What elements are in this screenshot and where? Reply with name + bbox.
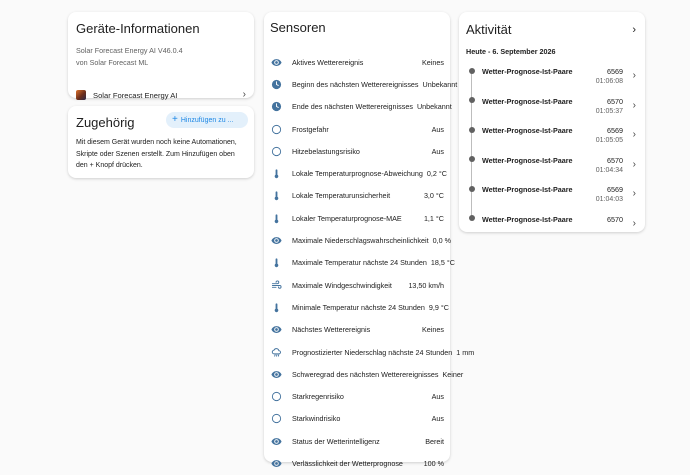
sensor-value: 18,5 °C [430,258,455,268]
sensor-value: Aus [431,392,444,402]
sensor-name: Frostgefahr [292,124,329,134]
eye-icon [271,436,282,447]
sensor-value: Bereit [425,436,444,446]
device-manufacturer: von Solar Forecast ML [76,58,149,67]
activity-entry-value: 6569 [607,67,623,76]
sensor-row[interactable] [264,162,450,184]
timeline-dot-icon [469,186,475,192]
cloud-rain-icon [271,347,282,358]
integration-link-label: Solar Forecast Energy AI [93,90,178,100]
sensor-row[interactable] [264,51,450,73]
activity-entry-name: Wetter-Prognose-Ist-Paare [482,214,573,224]
chevron-right-icon[interactable]: › [632,70,636,81]
sensor-value: 9,9 °C [428,302,449,312]
sensor-value: 13,50 km/h [408,280,444,290]
activity-entry[interactable] [459,94,645,124]
circle-icon [271,413,282,424]
sensor-name: Hitzebelastungsrisiko [292,146,360,156]
sensors-title: Sensoren [270,20,326,35]
sensor-row[interactable] [264,274,450,296]
activity-entry-value: 6570 [607,214,623,224]
activity-entry[interactable] [459,123,645,153]
device-model: Solar Forecast Energy AI V46.0.4 [76,46,183,55]
eye-icon [271,369,282,380]
sensor-name: Aktives Wetterereignis [292,57,364,67]
sensors-card [264,12,475,468]
timeline-dot-icon [469,215,475,221]
circle-icon [271,146,282,157]
activity-entry-name: Wetter-Prognose-Ist-Paare [482,126,573,135]
circle-icon [271,124,282,135]
sensor-name: Lokale Temperaturprognose-Abweichung [292,169,423,179]
sensor-row[interactable] [264,385,450,407]
sensor-name: Ende des nächsten Wetterereignisses [292,102,413,112]
sensor-value: Aus [431,146,444,156]
clock-icon [271,101,282,112]
sensor-name: Maximale Windgeschwindigkeit [292,280,392,290]
thermometer-icon [271,190,282,201]
circle-icon [271,391,282,402]
sensor-row[interactable] [264,73,458,95]
activity-entry[interactable] [459,182,645,212]
activity-entry-name: Wetter-Prognose-Ist-Paare [482,67,573,76]
eye-icon [271,57,282,68]
timeline-dot-icon [469,127,475,133]
sensor-name: Beginn des nächsten Wetterereignisses [292,79,419,89]
sensor-value: 1,1 °C [423,213,444,223]
wind-icon [271,280,282,291]
sensor-name: Minimale Temperatur nächste 24 Stunden [292,302,425,312]
activity-open-chevron-icon[interactable]: › [632,24,636,36]
sensor-row[interactable] [264,229,450,251]
activity-entry-value: 6569 [607,126,623,135]
sensor-value: 100 % [423,458,444,468]
chevron-right-icon[interactable]: › [632,129,636,140]
activity-entry-time: 01:05:37 [595,107,623,115]
sensor-value: Aus [431,414,444,424]
add-to-button[interactable] [166,112,248,128]
activity-entry-time: 01:04:34 [595,166,623,174]
sensor-name: Maximale Niederschlagswahrscheinlichkeit [292,236,429,246]
sensor-name: Maximale Temperatur nächste 24 Stunden [292,258,427,268]
sensor-value: 3,0 °C [423,191,444,201]
activity-title: Aktivität [466,22,512,37]
activity-entry-value: 6570 [607,96,623,106]
sensor-name: Verlässlichkeit der Wetterprognose [292,458,403,468]
chevron-right-icon: › [242,89,246,100]
activity-entry-name: Wetter-Prognose-Ist-Paare [482,185,573,194]
sensor-row[interactable] [264,296,450,318]
sensor-name: Starkwindrisiko [292,414,341,424]
sensor-name: Schweregrad des nächsten Wetterereignisses [292,369,439,379]
sensor-row[interactable] [264,252,455,274]
sensor-list [264,51,475,475]
clock-icon [271,79,282,90]
device-integration-link[interactable] [68,84,254,106]
timeline-dot-icon [469,97,475,103]
related-title: Zugehörig [76,115,135,130]
sensor-value: Unbekannt [416,102,452,112]
sensor-row[interactable] [264,185,450,207]
sensor-value: Keines [422,57,444,67]
activity-entry-time: 01:04:03 [595,196,623,203]
activity-entry[interactable] [459,212,645,242]
chevron-right-icon[interactable]: › [632,158,636,170]
related-description: Mit diesem Gerät wurden noch keine Automationen, Skripte oder Szenen erstellt. Zum Hinzufügen oben den + Knopf drücken. [76,139,237,169]
chevron-right-icon[interactable]: › [632,188,636,199]
sensor-value: Unbekannt [422,79,458,89]
sensor-name: Starkregenrisiko [292,392,344,402]
activity-card [459,12,645,232]
device-info-title: Geräte-Informationen [76,21,200,36]
device-info-card [68,12,254,98]
activity-timeline [459,64,645,241]
sensor-value: Aus [431,124,444,134]
timeline-dot-icon [469,156,475,162]
activity-entry-value: 6569 [607,185,623,194]
sensor-name: Prognostizierter Niederschlag nächste 24 Stunden [292,347,453,357]
sensor-name: Lokaler Temperaturprognose-MAE [292,213,402,223]
sensor-value: 1 mm [456,347,475,357]
activity-entry[interactable] [459,64,645,94]
thermometer-icon [271,168,282,179]
chevron-right-icon[interactable]: › [632,99,636,111]
sensor-row[interactable] [264,96,450,118]
sensor-row[interactable] [264,207,450,229]
sensor-value: 0,0 % [432,236,452,246]
thermometer-icon [271,257,282,268]
device-meta [76,45,183,69]
sensor-name: Nächstes Wetterereignis [292,325,371,335]
sensor-name: Lokale Temperaturunsicherheit [292,191,391,201]
eye-icon [271,324,282,335]
eye-icon [271,235,282,246]
plus-icon: + [172,114,178,125]
sensor-row[interactable] [264,452,450,474]
activity-entry-time: 01:06:08 [595,78,623,85]
sensor-row[interactable] [264,341,475,363]
timeline-dot-icon [469,68,475,74]
eye-icon [271,458,282,469]
integration-logo-icon [76,90,86,100]
activity-entry[interactable] [459,153,645,183]
sensor-value: Keiner [442,369,464,379]
activity-entry-value: 6570 [607,155,623,165]
chevron-right-icon[interactable]: › [632,217,636,229]
activity-entry-name: Wetter-Prognose-Ist-Paare [482,155,573,165]
sensor-name: Status der Wetterintelligenz [292,436,380,446]
activity-entry-time: 01:05:05 [595,137,623,144]
sensor-row[interactable] [264,118,450,140]
add-to-button-label: Hinzufügen zu ... [180,116,234,124]
activity-entry-name: Wetter-Prognose-Ist-Paare [482,96,573,106]
sensor-row[interactable] [264,140,450,162]
sensor-row[interactable] [264,319,450,341]
related-card [68,106,254,178]
sensor-value: 0,2 °C [426,169,447,179]
thermometer-icon [271,213,282,224]
sensor-row[interactable] [264,408,450,430]
sensor-value: Keines [422,325,444,335]
activity-date-heading: Heute - 6. September 2026 [466,47,556,56]
sensor-row[interactable] [264,363,464,385]
sensor-row[interactable] [264,430,450,452]
thermometer-icon [271,302,282,313]
